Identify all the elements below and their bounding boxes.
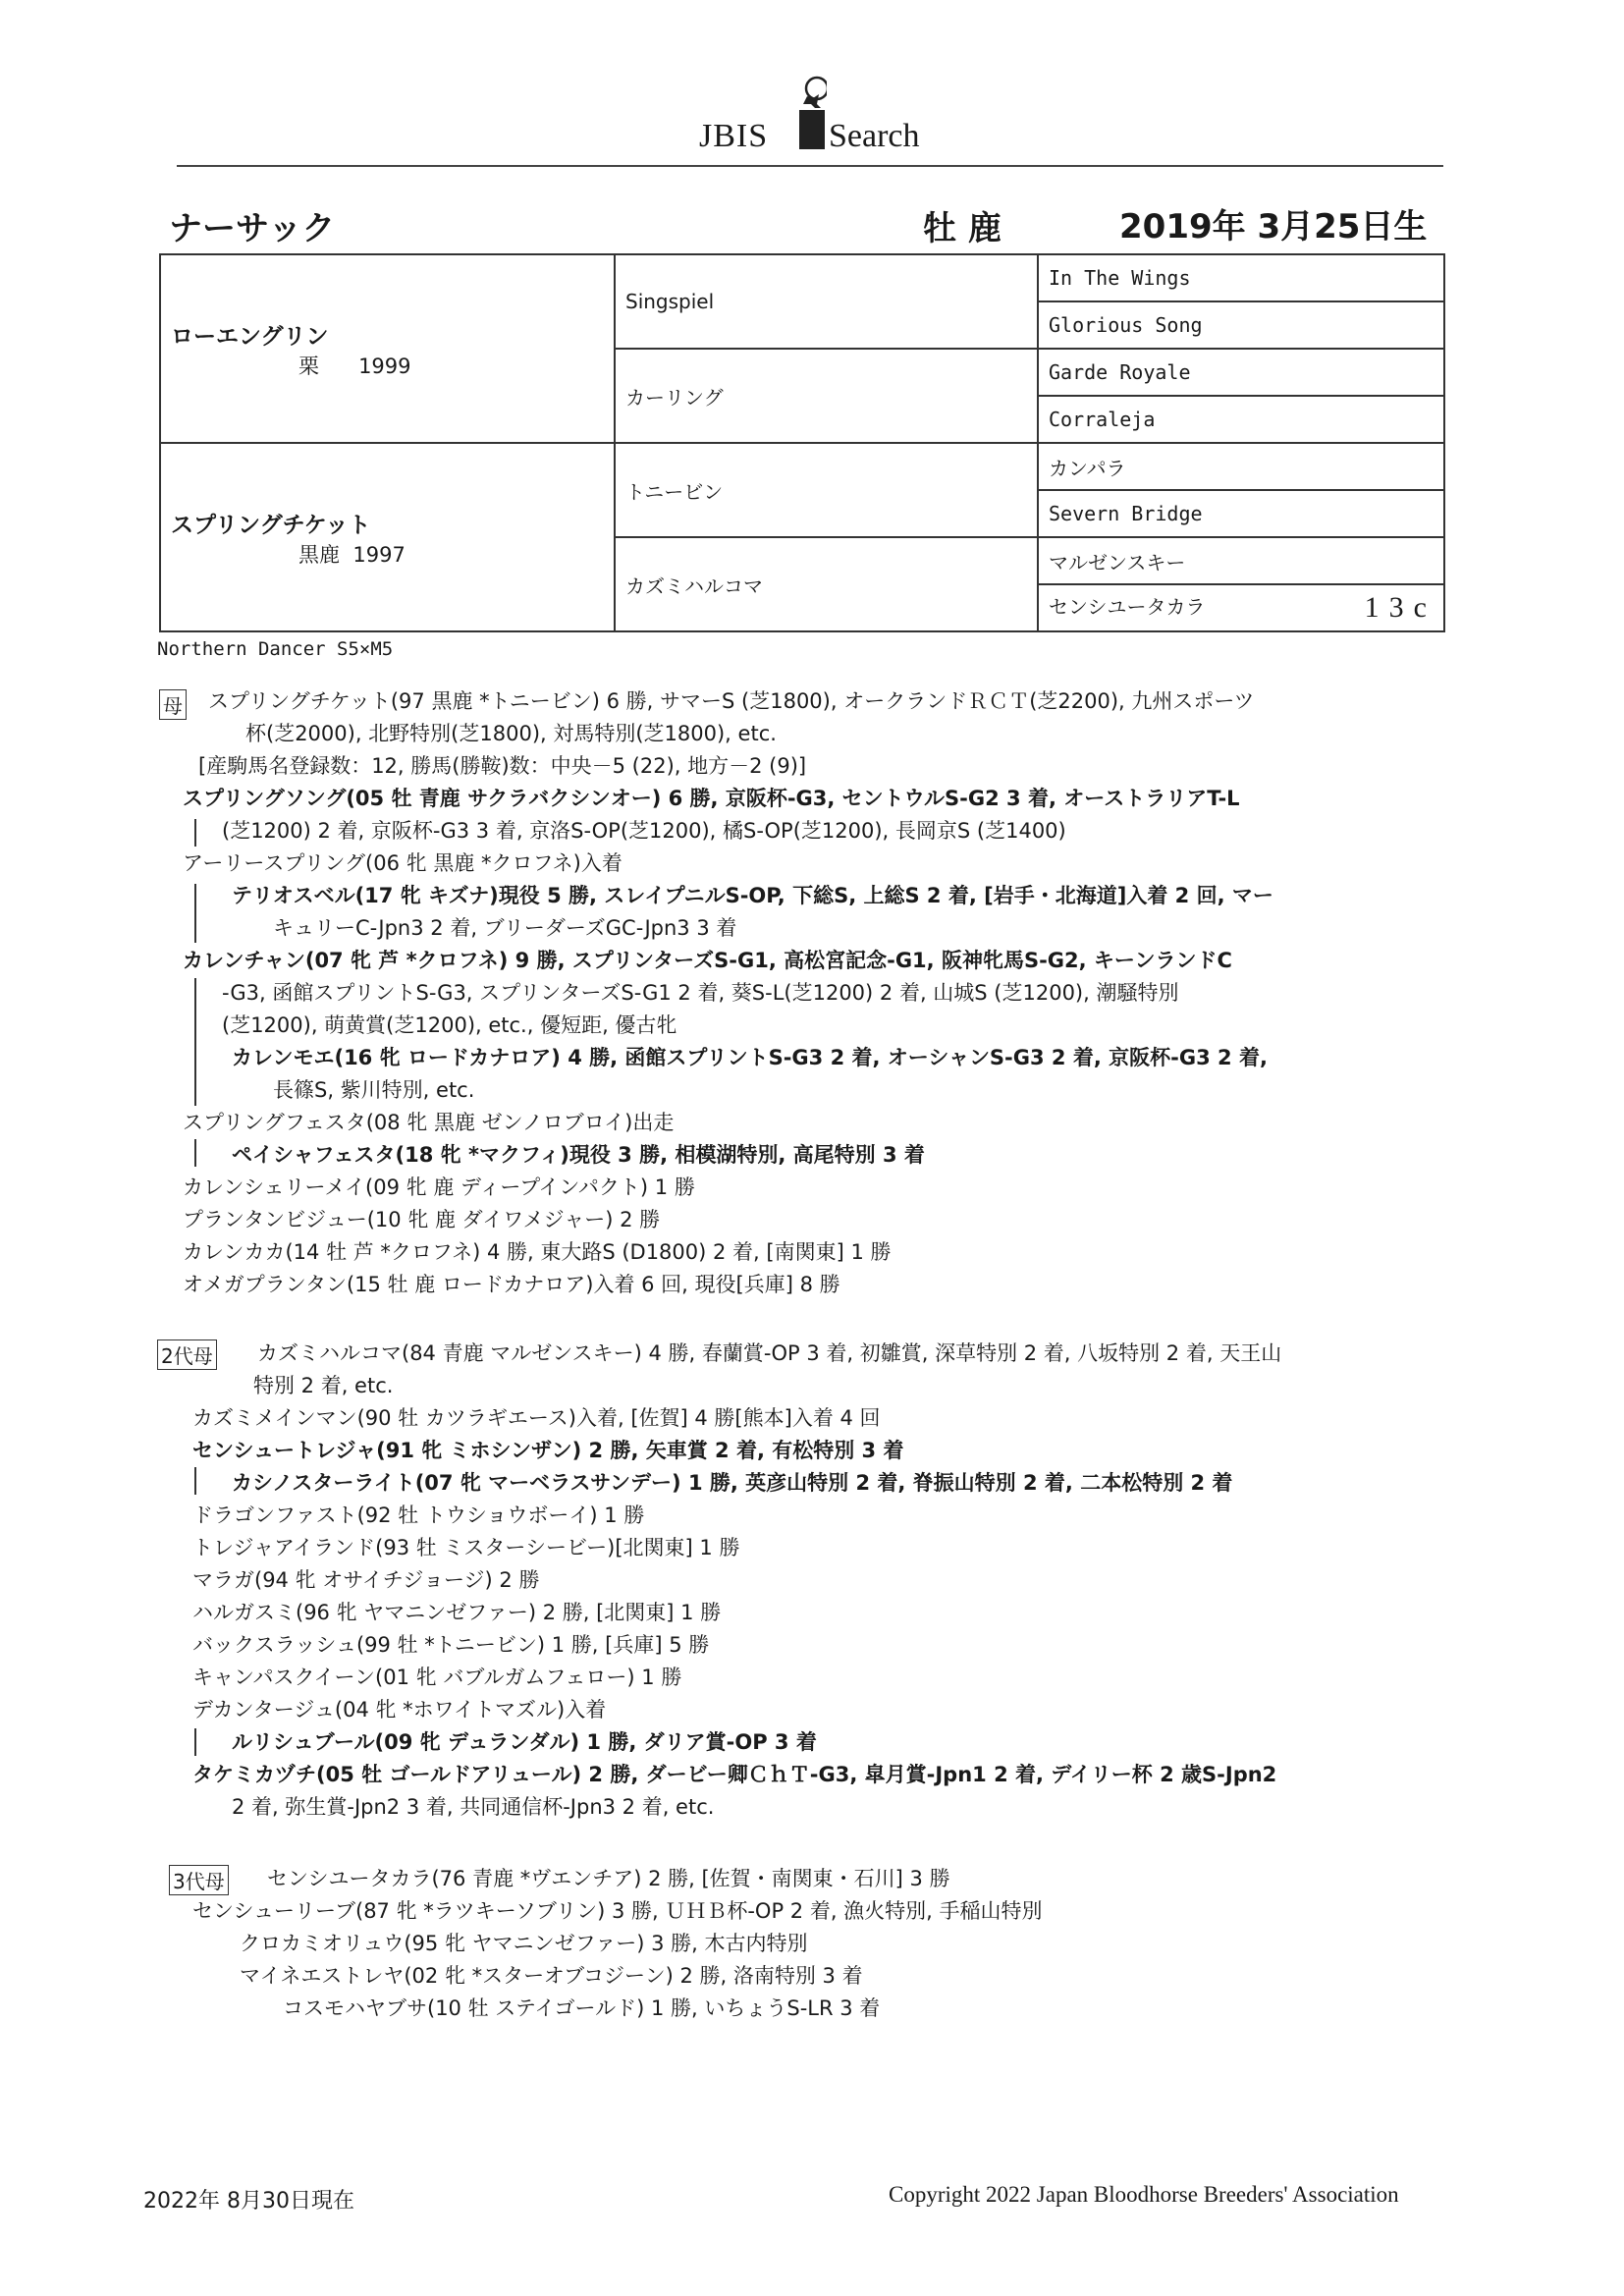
pedigree-gen3-cell: Severn Bridge	[1038, 490, 1444, 537]
record-line: 2 着, 弥生賞-Jpn2 3 着, 共同通信杯-Jpn3 2 着, etc.	[232, 1795, 715, 1819]
record-line: カシノスターライト(07 牝 マーベラスサンデー) 1 勝, 英彦山特別 2 着, 脊振山特別 2 着, 二本松特別 2 着	[232, 1471, 1233, 1495]
record-line: オメガプランタン(15 牡 鹿 ロードカナロア)入着 6 回, 現役[兵庫] 8 勝	[183, 1273, 840, 1296]
logo-search: Search	[829, 118, 920, 154]
record-line: バックスラッシュ(99 牡 *トニービン) 1 勝, [兵庫] 5 勝	[192, 1633, 710, 1657]
section-gen3: 3代母	[169, 1865, 243, 1895]
tree-bar	[194, 1139, 196, 1167]
section-gen2: 2代母	[157, 1339, 231, 1370]
record-line: カレンカカ(14 牡 芦 *クロフネ) 4 勝, 東大路S (D1800) 2 着, [南関東] 1 勝	[183, 1240, 892, 1264]
record-line: (芝1200) 2 着, 京阪杯-G3 3 着, 京洛S-OP(芝1200), 橘S-OP(芝1200), 長岡京S (芝1400)	[222, 819, 1066, 843]
tree-bar	[194, 1467, 196, 1495]
record-line: カズミメインマン(90 牡 カツラギエース)入着, [佐賀] 4 勝[熊本]入着 4 回	[192, 1406, 881, 1430]
pedigree-gen3-cell: Glorious Song	[1038, 301, 1444, 349]
record-line: ペイシャフェスタ(18 牝 *マクフィ)現役 3 勝, 相模湖特別, 高尾特別 3 着	[232, 1143, 925, 1167]
pedigree-gen3-cell: Garde Royale	[1038, 349, 1444, 396]
horse-logo-icon	[797, 75, 827, 153]
record-line: センシュートレジャ(91 牝 ミホシンザン) 2 勝, 矢車賞 2 着, 有松特別 3 着	[192, 1439, 904, 1462]
horse-name: ナーサック	[169, 209, 336, 248]
header-rule	[177, 165, 1443, 167]
pedigree-gen3-cell: センシユータカラ 13c	[1038, 584, 1444, 631]
record-line: プランタンビジュー(10 牝 鹿 ダイワメジャー) 2 勝	[183, 1208, 661, 1231]
record-line: コスモハヤブサ(10 牡 ステイゴールド) 1 勝, いちょうS-LR 3 着	[283, 1996, 881, 2020]
tree-bar	[194, 978, 196, 1106]
tree-bar	[194, 884, 196, 943]
record-line: タケミカヅチ(05 牡 ゴールドアリュール) 2 勝, ダービー卿ＣｈＴ-G3, 皐月賞-Jpn1 2 着, デイリー杯 2 歳S-Jpn2	[192, 1763, 1277, 1786]
sire-name: ローエングリン	[171, 323, 329, 350]
dam-name: スプリングチケット	[171, 512, 371, 538]
record-line: [産駒馬名登録数：12, 勝馬(勝鞍)数：中央－5 (22), 地方－2 (9)]	[198, 754, 807, 778]
record-line: マイネエストレヤ(02 牝 *スターオブコジーン) 2 勝, 洛南特別 3 着	[240, 1964, 863, 1988]
record-line: センシユータカラ(76 青鹿 *ヴエンチア) 2 勝, [佐賀・南関東・石川] 3 勝	[267, 1867, 950, 1890]
dam-info: 黒鹿 1997	[298, 542, 406, 567]
pedigree-gen2-cell: カズミハルコマ	[615, 537, 1038, 631]
record-line: マラガ(94 牝 オサイチジョージ) 2 勝	[192, 1568, 540, 1592]
record-line: クロカミオリュウ(95 牝 ヤマニンゼファー) 3 勝, 木古内特別	[240, 1932, 808, 1955]
logo-jbis: JBIS	[699, 118, 769, 154]
record-line: ハルガスミ(96 牝 ヤマニンゼファー) 2 勝, [北関東] 1 勝	[192, 1601, 722, 1624]
record-line: 特別 2 着, etc.	[253, 1374, 394, 1397]
pedigree-table	[159, 253, 1445, 632]
tree-bar	[194, 1728, 196, 1756]
record-line: カレンシェリーメイ(09 牝 鹿 ディープインパクト) 1 勝	[183, 1175, 695, 1199]
section-dam: 母	[159, 689, 200, 720]
pedigree-gen3-cell: In The Wings	[1038, 254, 1444, 301]
record-line: キャンパスクイーン(01 牝 バブルガムフェロー) 1 勝	[192, 1666, 682, 1689]
pedigree-gen2-cell: カーリング	[615, 349, 1038, 443]
record-line: トレジャアイランド(93 牡 ミスターシービー)[北関東] 1 勝	[192, 1536, 740, 1559]
record-line: 長篠S, 紫川特別, etc.	[273, 1078, 475, 1102]
record-line: キュリーC-Jpn3 2 着, ブリーダーズGC-Jpn3 3 着	[273, 916, 737, 940]
pedigree-sire-cell	[160, 254, 615, 443]
tree-bar	[194, 819, 196, 847]
pedigree-gen3-cell: Corraleja	[1038, 396, 1444, 443]
pedigree-gen2-cell: トニービン	[615, 443, 1038, 537]
jbis-search-logo	[699, 61, 935, 159]
sire-info: 栗 1999	[298, 354, 411, 378]
pedigree-gen3-cell: カンパラ	[1038, 443, 1444, 490]
record-line: ルリシュブール(09 牝 デュランダル) 1 勝, ダリア賞-OP 3 着	[232, 1730, 817, 1754]
inbreeding-note: Northern Dancer S5×M5	[157, 638, 394, 660]
record-line: カズミハルコマ(84 青鹿 マルゼンスキー) 4 勝, 春蘭賞-OP 3 着, 初雛賞, 深草特別 2 着, 八坂特別 2 着, 天王山	[257, 1341, 1282, 1365]
record-line: スプリングチケット(97 黒鹿 *トニービン) 6 勝, サマーS (芝1800), オークランドＲＣＴ(芝2200), 九州スポーツ	[208, 689, 1255, 713]
record-line: カレンモエ(16 牝 ロードカナロア) 4 勝, 函館スプリントS-G3 2 着, オーシャンS-G3 2 着, 京阪杯-G3 2 着,	[232, 1046, 1268, 1069]
record-line: ドラゴンファスト(92 牡 トウショウボーイ) 1 勝	[192, 1503, 645, 1527]
record-line: 杯(芝2000), 北野特別(芝1800), 対馬特別(芝1800), etc.	[245, 722, 777, 745]
record-line: アーリースプリング(06 牝 黒鹿 *クロフネ)入着	[183, 851, 623, 875]
record-line: テリオスベル(17 牝 キズナ)現役 5 勝, スレイプニルS-OP, 下総S, 上総S 2 着, [岩手・北海道]入着 2 回, マー	[232, 884, 1273, 907]
record-line: デカンタージュ(04 牝 *ホワイトマズル)入着	[192, 1698, 607, 1722]
horse-birth-date: 2019年 3月25日生	[1119, 207, 1428, 246]
record-line: (芝1200), 萌黄賞(芝1200), etc., 優短距, 優古牝	[222, 1013, 677, 1037]
record-line: センシューリーブ(87 牝 *ラツキーソブリン) 3 勝, ＵＨＢ杯-OP 2 着, 漁火特別, 手稲山特別	[192, 1899, 1043, 1923]
record-line: スプリングフェスタ(08 牝 黒鹿 ゼンノロブロイ)出走	[183, 1111, 675, 1134]
record-line: カレンチャン(07 牝 芦 *クロフネ) 9 勝, スプリンターズS-G1, 高松宮記念-G1, 阪神牝馬S-G2, キーンランドC	[183, 949, 1232, 972]
as-of-date: 2022年 8月30日現在	[143, 2189, 354, 2214]
family-number: 13c	[1364, 591, 1436, 624]
pedigree-gen3-cell: マルゼンスキー	[1038, 537, 1444, 584]
record-line: スプリングソング(05 牡 青鹿 サクラバクシンオー) 6 勝, 京阪杯-G3, セントウルS-G2 3 着, オーストラリアT-L	[183, 787, 1240, 810]
pedigree-gen2-cell: Singspiel	[615, 254, 1038, 349]
record-line: -G3, 函館スプリントS-G3, スプリンターズS-G1 2 着, 葵S-L(芝1200) 2 着, 山城S (芝1200), 潮騒特別	[222, 981, 1179, 1005]
copyright: Copyright 2022 Japan Bloodhorse Breeders' Association	[889, 2182, 1399, 2207]
pedigree-dam-cell	[160, 443, 615, 631]
horse-sex-color: 牡 鹿	[923, 209, 1001, 248]
